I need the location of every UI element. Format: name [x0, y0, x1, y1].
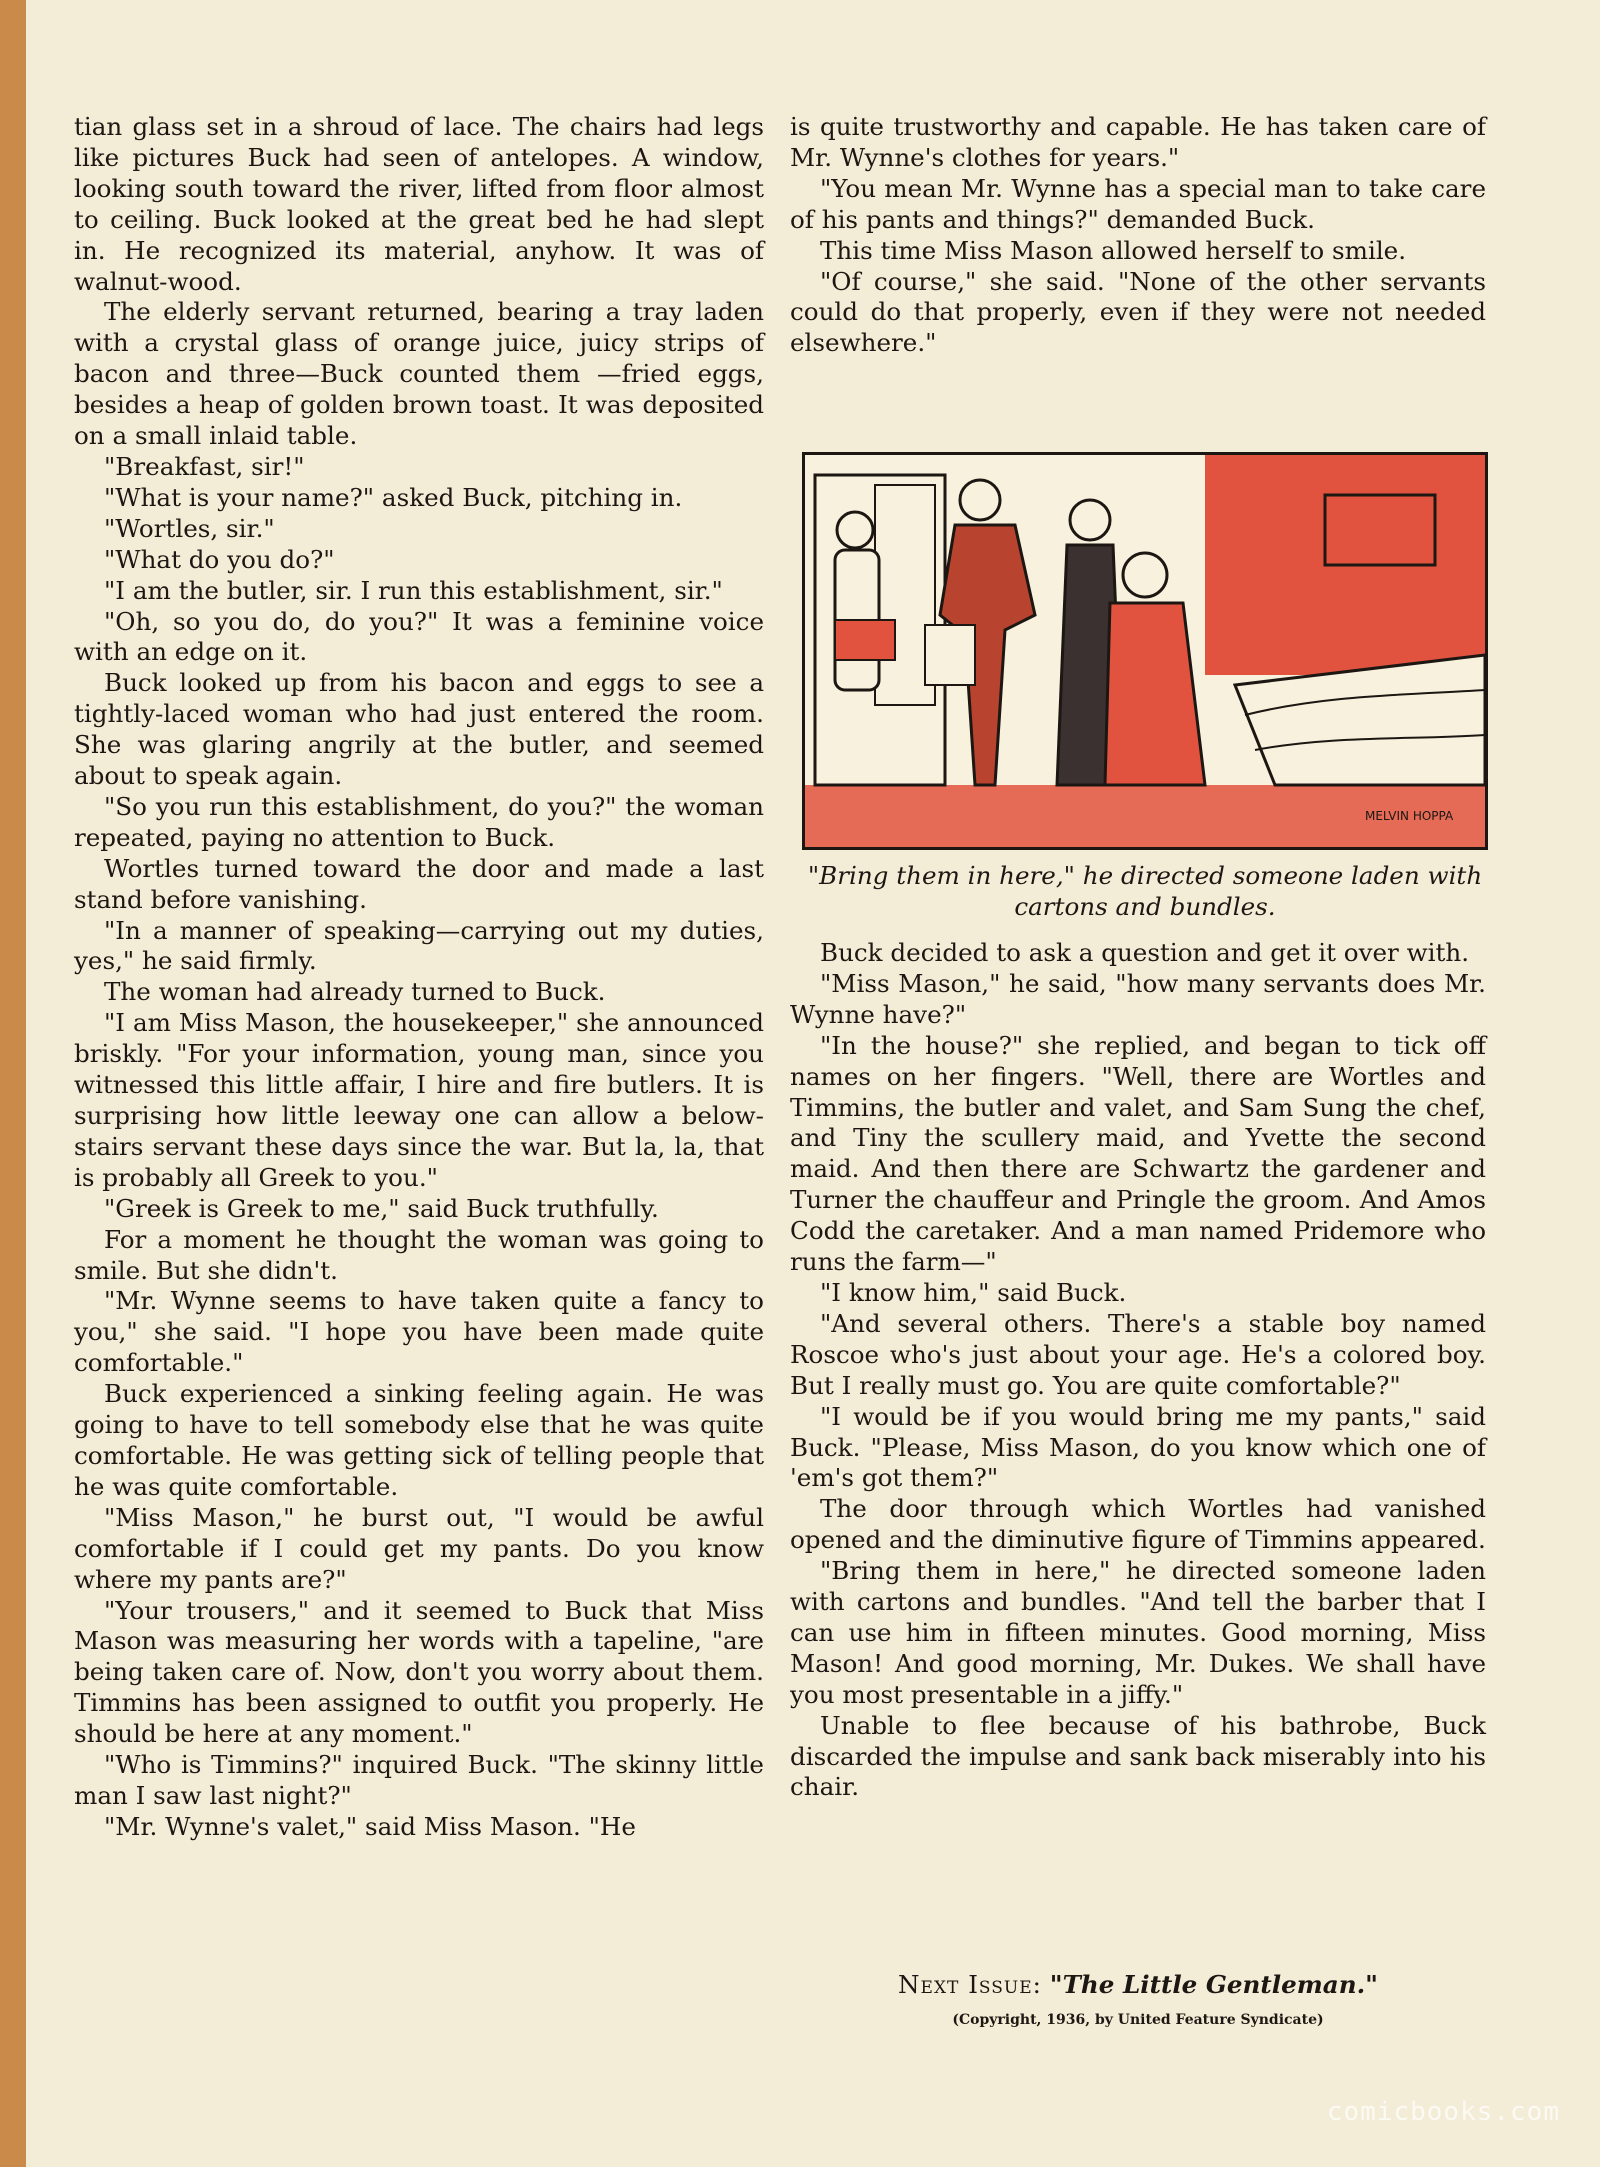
paragraph: "I know him," said Buck.	[820, 1277, 1127, 1307]
right-column-bottom	[790, 938, 1486, 1803]
paragraph: "So you run this establishment, do you?" the woman repeated, paying no attention to Buck.	[74, 791, 764, 852]
paragraph: "In the house?" she replied, and began to tick off names on her fingers. "Well, there are Wortles and Timmins, the butler and valet, and Sam Sung the chef, and Tiny the scullery maid, and Yvette the second maid. And then there are Schwartz the gardener and Turner the chauffeur and Pringle the groom. And Amos Codd the caretaker. And a man named Pridemore who runs the farm—"	[790, 1030, 1486, 1277]
artist-signature: MELVIN HOPPA	[1365, 809, 1454, 823]
paragraph: The woman had already turned to Buck.	[104, 977, 606, 1007]
figure-head	[1123, 553, 1167, 597]
paragraph: "Who is Timmins?" inquired Buck. "The skinny little man I saw last night?"	[74, 1750, 764, 1810]
page-edge	[0, 0, 26, 2167]
paragraph: "What do you do?"	[104, 544, 335, 574]
next-issue-title: "The Little Gentleman."	[1049, 1970, 1378, 1999]
copyright-notice: (Copyright, 1936, by United Feature Syndicate)	[952, 2012, 1324, 2028]
left-column	[74, 112, 764, 1843]
paragraph: "In a manner of speaking—carrying out my duties, yes," he said firmly.	[74, 915, 764, 976]
paragraph: Buck experienced a sinking feeling again. He was going to have to tell somebody else that he was quite comfortable. He was getting sick of telling people that he was quite comfortable.	[74, 1379, 764, 1501]
paragraph: "Miss Mason," he burst out, "I would be awful comfortable if I could get my pants. Do you know where my pants are?"	[74, 1502, 764, 1594]
paragraph: Wortles turned toward the door and made a last stand before vanishing.	[74, 853, 764, 914]
paragraph: This time Miss Mason allowed herself to smile.	[820, 235, 1407, 265]
next-issue-line	[790, 1970, 1486, 1999]
paragraph: "What is your name?" asked Buck, pitching in.	[104, 482, 683, 512]
paragraph: "Mr. Wynne seems to have taken quite a fancy to you," she said. "I hope you have been made quite comfortable."	[74, 1286, 764, 1378]
paragraph: "You mean Mr. Wynne has a special man to take care of his pants and things?" demanded Buck.	[790, 173, 1486, 234]
paragraph: "Of course," she said. "None of the other servants could do that properly, even if they were not needed elsewhere."	[790, 266, 1486, 358]
paragraph: "I am Miss Mason, the housekeeper," she announced briskly. "For your information, young man, since you witnessed this little affair, I hire and fire butlers. It is surprising how little leeway one can allow a below-stairs servant these days since the war. But la, la, that is probably all Greek to you."	[74, 1008, 764, 1192]
paragraph: "Breakfast, sir!"	[104, 451, 305, 481]
paragraph: For a moment he thought the woman was going to smile. But she didn't.	[74, 1224, 764, 1285]
figure-head	[837, 512, 873, 548]
figure-head	[960, 480, 1000, 520]
illustration-drawing	[805, 455, 1485, 847]
paragraph: The elderly servant returned, bearing a tray laden with a crystal glass of orange juice, juicy strips of bacon and three—Buck counted them —fried eggs, besides a heap of golden brown toast. It was deposited on a small inlaid table.	[74, 297, 764, 451]
paragraph: "Wortles, sir."	[104, 513, 275, 543]
paragraph: "And several others. There's a stable boy named Roscoe who's just about your age. He's a colored boy. But I really must go. You are quite comfortable?"	[790, 1308, 1486, 1400]
paragraph: "I would be if you would bring me my pants," said Buck. "Please, Miss Mason, do you know which one of 'em's got them?"	[790, 1401, 1486, 1493]
paragraph: "Oh, so you do, do you?" It was a feminine voice with an edge on it.	[74, 606, 764, 667]
paragraph: is quite trustworthy and capable. He has taken care of Mr. Wynne's clothes for years."	[790, 112, 1486, 172]
paragraph: "Greek is Greek to me," said Buck truthfully.	[104, 1193, 659, 1223]
papers	[925, 625, 975, 685]
right-column-top	[790, 112, 1486, 359]
paragraph: "Miss Mason," he said, "how many servants does Mr. Wynne have?"	[790, 968, 1486, 1029]
paragraph: The door through which Wortles had vanished opened and the diminutive figure of Timmins appeared.	[790, 1494, 1486, 1555]
figure-robe	[1105, 603, 1205, 785]
paragraph: "Bring them in here," he directed someone laden with cartons and bundles. "And tell the barber that I can use him in fifteen minutes. Good morning, Miss Mason! And good morning, Mr. Dukes. We shall have you most presentable in a jiffy."	[790, 1556, 1486, 1709]
paragraph: Unable to flee because of his bathrobe, Buck discarded the impulse and sank back miserably into his chair.	[790, 1710, 1486, 1802]
figure-head	[1070, 500, 1110, 540]
paragraph: "I am the butler, sir. I run this establishment, sir."	[104, 575, 723, 605]
paragraph: "Mr. Wynne's valet," said Miss Mason. "He	[104, 1811, 636, 1841]
site-watermark: comicbooks.com	[1326, 2097, 1560, 2127]
paragraph: tian glass set in a shroud of lace. The chairs had legs like pictures Buck had seen of antelopes. A window, looking south toward the river, lifted from floor almost to ceiling. Buck looked at the great bed he had slept in. He recognized its material, anyhow. It was of walnut-wood.	[74, 112, 764, 296]
illustration-caption: "Bring them in here," he directed someone laden with cartons and bundles.	[807, 861, 1483, 921]
story-illustration	[802, 452, 1488, 850]
next-issue-label: Next Issue:	[898, 1970, 1042, 1999]
parcels	[835, 620, 895, 660]
paragraph: Buck looked up from his bacon and eggs to see a tightly-laced woman who had just entered the room. She was glaring angrily at the butler, and seemed about to speak again.	[74, 668, 764, 791]
paragraph: "Your trousers," and it seemed to Buck that Miss Mason was measuring her words with a tapeline, "are being taken care of. Now, don't you worry about them. Timmins has been assigned to outfit you properly. He should be here at any moment."	[74, 1595, 764, 1749]
paragraph: Buck decided to ask a question and get it over with.	[820, 938, 1470, 967]
